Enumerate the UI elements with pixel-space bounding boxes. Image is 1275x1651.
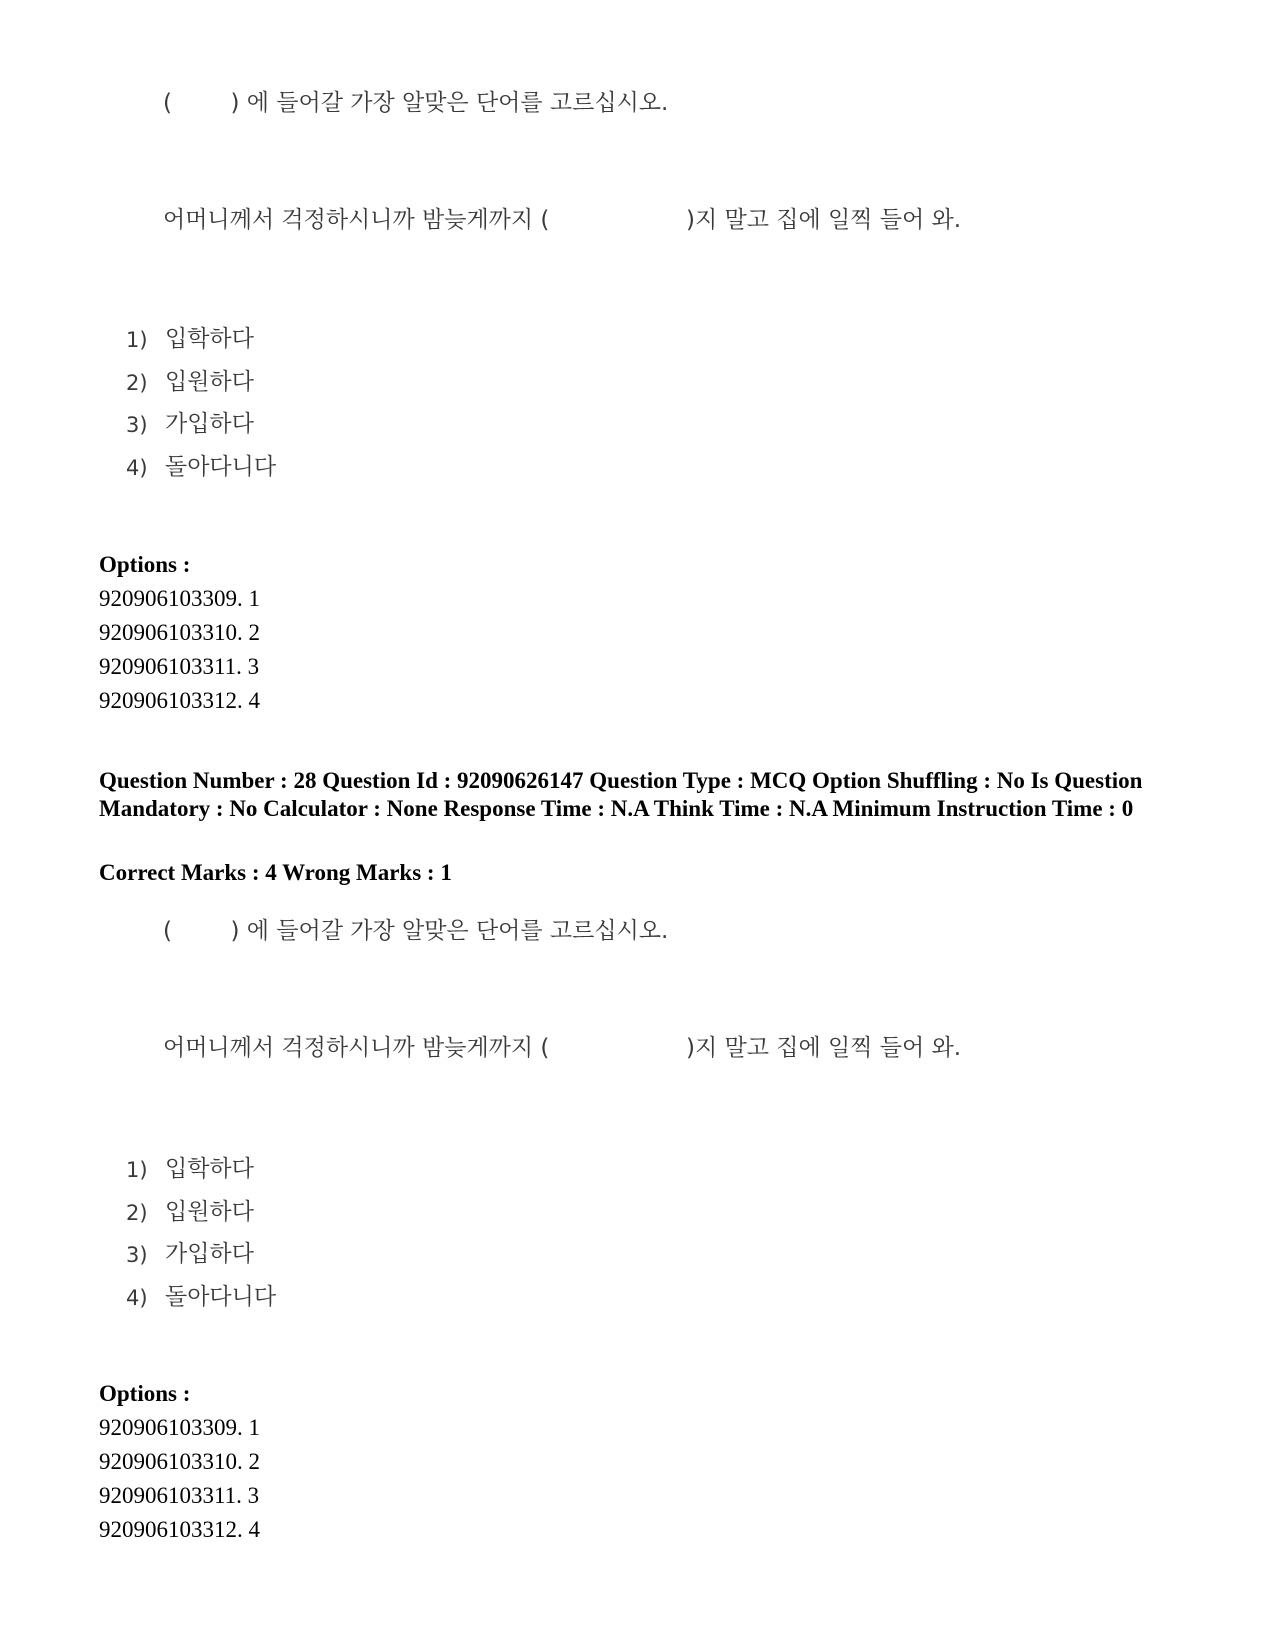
choice-text: 가입하다 [165,1241,254,1267]
option-item: 920906103310. 2 [99,1449,260,1474]
option-item: 920906103310. 2 [99,620,260,645]
choice-number: 3) [126,413,148,437]
options-label: Options : [99,1381,191,1406]
choice-text: 돌아다니다 [165,1284,277,1310]
option-item: 920906103311. 3 [99,654,260,679]
choice-text: 입원하다 [165,1199,254,1225]
choice-number: 2) [126,371,148,395]
question-sentence-after: )지 말고 집에 일찍 들어 와. [686,207,962,233]
options-label: Options : [99,552,191,577]
choice-number: 1) [126,1158,148,1182]
choice-number: 4) [126,456,148,480]
question-sentence-before: 어머니께서 걱정하시니까 밤늦게까지 ( [163,1035,550,1061]
choice-text: 가입하다 [165,411,254,437]
option-item: 920906103309. 1 [99,586,260,611]
choice-number: 3) [126,1243,148,1267]
option-item: 920906103309. 1 [99,1415,260,1440]
question-meta-header: Question Number : 28 Question Id : 92090626147 Question Type : MCQ Option Shuffling : No Is Question Mandatory : No Calculator : None Response Time : N.A Think Time : N.A Minimum Instruction Time : 0 [99,768,1143,821]
choice-text: 입학하다 [165,1156,254,1182]
choice-number: 4) [126,1286,148,1310]
option-item: 920906103311. 3 [99,1483,260,1508]
question-sentence-before: 어머니께서 걱정하시니까 밤늦게까지 ( [163,207,550,233]
choice-number: 1) [126,328,148,352]
question-sentence-after: )지 말고 집에 일찍 들어 와. [686,1035,962,1061]
option-item: 920906103312. 4 [99,688,260,713]
choice-text: 입학하다 [165,326,254,352]
question-instruction: ( ) 에 들어갈 가장 알맞은 단어를 고르십시오. [163,90,669,116]
question-marks: Correct Marks : 4 Wrong Marks : 1 [99,860,452,885]
question-instruction: ( ) 에 들어갈 가장 알맞은 단어를 고르십시오. [163,918,669,944]
option-item: 920906103312. 4 [99,1517,260,1542]
choice-text: 돌아다니다 [165,454,277,480]
choice-text: 입원하다 [165,369,254,395]
choice-number: 2) [126,1201,148,1225]
